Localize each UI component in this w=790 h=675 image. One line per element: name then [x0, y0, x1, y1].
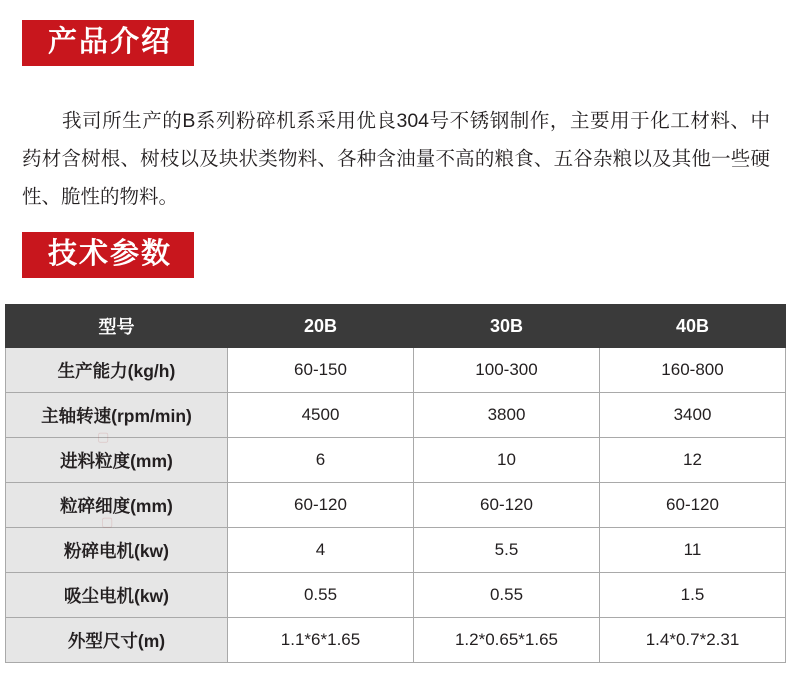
- table-cell: 0.55: [414, 573, 600, 618]
- table-header-cell: 30B: [414, 305, 600, 348]
- table-cell: 3400: [600, 393, 786, 438]
- table-cell: 3800: [414, 393, 600, 438]
- table-cell: 1.4*0.7*2.31: [600, 618, 786, 663]
- tech-params-heading: 技术参数: [22, 232, 194, 278]
- tech-params-table: [5, 304, 786, 663]
- table-cell: 4500: [228, 393, 414, 438]
- table-cell: 60-120: [600, 483, 786, 528]
- table-cell: 1.1*6*1.65: [228, 618, 414, 663]
- product-intro-paragraph: 我司所生产的B系列粉碎机系采用优良304号不锈钢制作，主要用于化工材料、中药材含树根、树枝以及块状类物料、各种含油量不高的粮食、五谷杂粮以及其他一些硬性、脆性的物料。: [22, 109, 770, 208]
- product-intro-heading-banner: [22, 20, 194, 66]
- table-cell: 0.55: [228, 573, 414, 618]
- table-header-row: [6, 305, 786, 348]
- table-cell: 60-150: [228, 348, 414, 393]
- table-header-cell: 型号: [6, 305, 228, 348]
- table-header-cell: 20B: [228, 305, 414, 348]
- table-row: [6, 348, 786, 393]
- table-row: [6, 438, 786, 483]
- row-header-cell: 粒碎细度(mm): [6, 483, 228, 528]
- table-row: [6, 393, 786, 438]
- table-cell: 100-300: [414, 348, 600, 393]
- row-header-cell: 吸尘电机(kw): [6, 573, 228, 618]
- row-header-cell: 外型尺寸(m): [6, 618, 228, 663]
- table-row: [6, 618, 786, 663]
- row-header-cell: 粉碎电机(kw): [6, 528, 228, 573]
- table-cell: 1.2*0.65*1.65: [414, 618, 600, 663]
- table-cell: 60-120: [228, 483, 414, 528]
- table-cell: 1.5: [600, 573, 786, 618]
- table-row: [6, 528, 786, 573]
- table-row: [6, 573, 786, 618]
- table-cell: 11: [600, 528, 786, 573]
- table-cell: 10: [414, 438, 600, 483]
- row-header-cell: 进料粒度(mm): [6, 438, 228, 483]
- table-header-cell: 40B: [600, 305, 786, 348]
- table-row: [6, 483, 786, 528]
- table-cell: 5.5: [414, 528, 600, 573]
- product-intro-heading: 产品介绍: [22, 20, 194, 66]
- table-cell: 6: [228, 438, 414, 483]
- table-cell: 4: [228, 528, 414, 573]
- table-cell: 60-120: [414, 483, 600, 528]
- row-header-cell: 生产能力(kg/h): [6, 348, 228, 393]
- table-cell: 160-800: [600, 348, 786, 393]
- table-cell: 12: [600, 438, 786, 483]
- tech-params-table-wrapper: [5, 304, 785, 663]
- row-header-cell: 主轴转速(rpm/min): [6, 393, 228, 438]
- tech-params-heading-banner: [22, 232, 194, 278]
